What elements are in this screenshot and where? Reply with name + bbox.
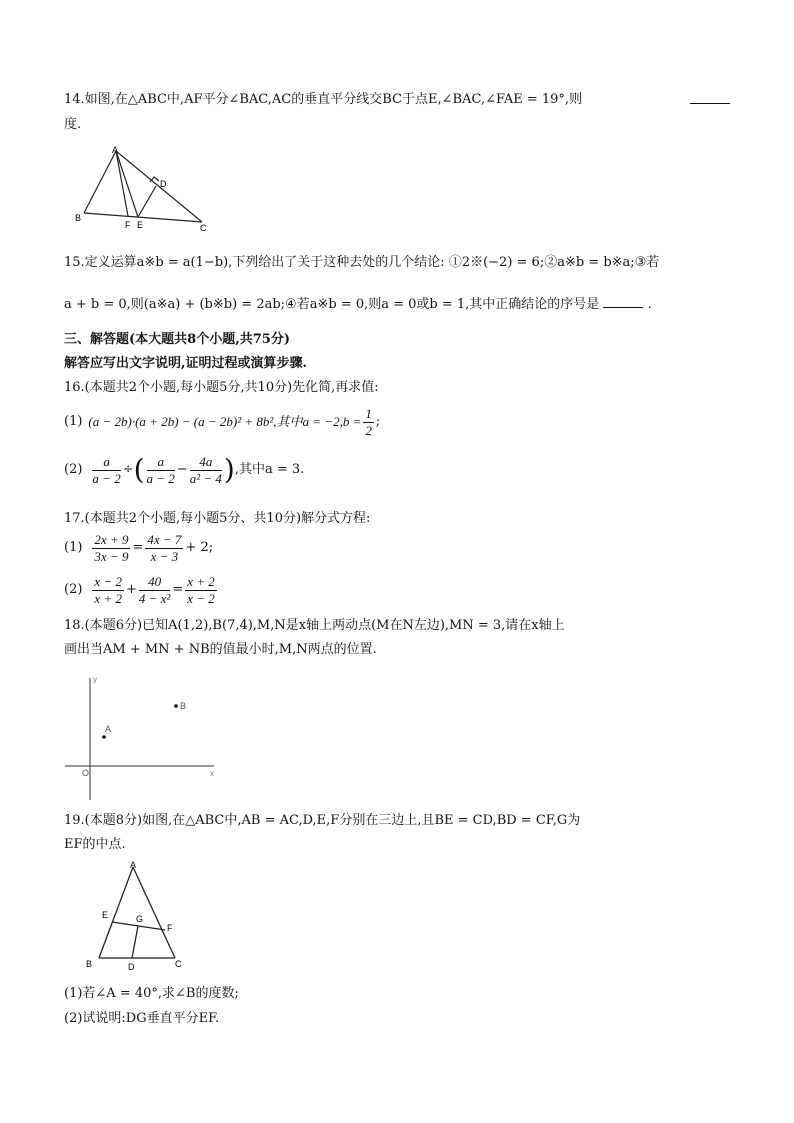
q18-label-b: B [180,701,187,711]
q16-p1-expression: (a − 2b)·(a + 2b) − (a − 2b)² + 8b²,其中a = −2,b = [88,414,362,429]
q19-line1: 19.(本题8分)如图,在△ABC中,AB = AC,D,E,F分别在三边上,且BE = CD,BD = CF,G为 [64,813,581,828]
q17-p1-fraction1 [92,532,130,565]
q16-p1-frac-numerator: 1 [365,405,372,421]
q18-label-o: O [82,768,90,778]
q17-p2-label: (2) [64,582,83,597]
q16-p2-label: (2) [64,462,83,477]
section3-title: 三、解答题(本大题共8个小题,共75分) [64,332,290,347]
section3-note: 解答应写出文字说明,证明过程或演算步骤. [64,356,308,371]
q16-part1 [64,404,380,440]
q16-p2-f2-numerator: a [147,454,175,471]
q19-label-e: E [102,910,109,920]
q16-p2-f3-denominator: a² − 4 [189,470,222,486]
q19-label-f: F [167,923,173,933]
q14-label-c: C [200,223,207,233]
q16-p1-fraction [363,406,374,439]
q17-p2-f2-numerator: 40 [139,574,170,591]
q18-label-a: A [105,724,112,734]
q16-p2-f1-numerator: a [92,454,120,471]
q14-label-a: A [112,145,119,155]
q16-p1-end: ; [375,414,381,429]
q18-point-a [102,735,106,739]
q14-label-f: F [125,220,131,230]
q17-p1-equals: = [132,540,144,555]
q17-title: 17.(本题共2个小题,每小题5分、共10分)解分式方程: [64,511,371,526]
q14-line1: 14.如图,在△ABC中,AF平分∠BAC,AC的垂直平分线交BC于点E,∠BAC,∠FAE = 19°,则 [64,92,583,107]
q14-answer-blank[interactable] [690,91,730,110]
q16-part2 [64,450,304,490]
q18-point-b [174,704,178,708]
q14-line2: 度. [64,117,82,132]
q17-p1-f1-denominator: 3x − 9 [94,548,129,564]
q17-p1-fraction2 [145,532,183,565]
q16-p2-fraction2 [147,454,175,487]
q17-p2-f1-numerator: x − 2 [94,573,122,589]
q16-p2-left-paren: ( [133,453,145,486]
q18-coordinate-figure [62,672,222,802]
q19-label-b: B [86,959,93,969]
q16-p1-label: (1) [64,414,83,429]
q17-p2-f3-numerator: x + 2 [187,573,215,589]
q15-line2-text: a + b = 0,则(a※a) + (b※b) = 2ab;④若a※b = 0,则a = 0或b = 1,其中正确结论的序号是 [64,297,600,312]
q19-label-d: D [128,962,135,972]
q14-label-b: B [75,213,82,223]
q17-p1-end: + 2; [185,540,214,555]
q19-part1: (1)若∠A = 40°,求∠B的度数; [64,986,239,1001]
q16-p2-minus: − [176,462,188,477]
q14-figure [70,143,215,233]
q16-p2-fraction3 [190,454,222,487]
q16-p2-end: ,其中a = 3. [234,462,305,477]
q17-p2-f3-denominator: x − 2 [187,590,215,606]
q15-line1: 15.定义运算a※b = a(1−b),下列给出了关于这种去处的几个结论: ①2※(−2) = 6;②a※b = b※a;③若 [64,255,660,270]
q17-p2-plus: + [125,582,137,597]
q16-p2-f1-denominator: a − 2 [92,470,121,486]
q19-line2: EF的中点. [64,837,126,852]
q19-label-a: A [130,860,137,870]
q17-p2-f2-denominator: 4 − x² [138,590,171,606]
q17-p2-fraction1 [92,574,124,607]
q17-p2-equals: = [172,582,184,597]
q17-p1-f2-numerator: 4x − 7 [147,531,182,547]
q16-p2-f3-numerator: 4a [190,454,222,471]
q19-label-g: G [136,914,144,924]
q16-title: 16.(本题共2个小题,每小题5分,共10分)先化简,再求值: [64,380,379,395]
q17-p1-label: (1) [64,540,83,555]
q14-label-e: E [137,220,144,230]
q18-label-y: y [93,675,97,684]
q19-label-c: C [175,959,182,969]
q15-answer-blank[interactable] [603,295,643,308]
q17-p1-f2-denominator: x − 3 [150,548,179,564]
q18-line1: 18.(本题6分)已知A(1,2),B(7,4),M,N是x轴上两动点(M在N左边),MN = 3,请在x轴上 [64,618,565,633]
q16-p2-divide: ÷ [122,462,134,477]
q17-part2 [64,572,219,608]
q15-line2 [64,295,652,314]
q17-part1 [64,530,213,566]
q16-p2-right-paren: ) [223,453,235,486]
q17-p2-fraction2 [139,574,170,607]
q18-label-x: x [210,769,214,778]
q16-p2-fraction1 [92,454,120,487]
q16-p2-f2-denominator: a − 2 [146,470,175,486]
q16-p1-frac-denominator: 2 [365,422,372,438]
q17-p2-fraction3 [185,574,217,607]
q17-p2-f1-denominator: x + 2 [94,590,122,606]
q18-line2: 画出当AM + MN + NB的值最小时,M,N两点的位置. [64,642,377,657]
q19-part2: (2)试说明:DG垂直平分EF. [64,1011,220,1026]
q19-figure [80,860,190,975]
q15-line2-end: . [647,297,652,312]
q14-label-d: D [160,179,167,189]
q17-p1-f1-numerator: 2x + 9 [94,531,129,547]
